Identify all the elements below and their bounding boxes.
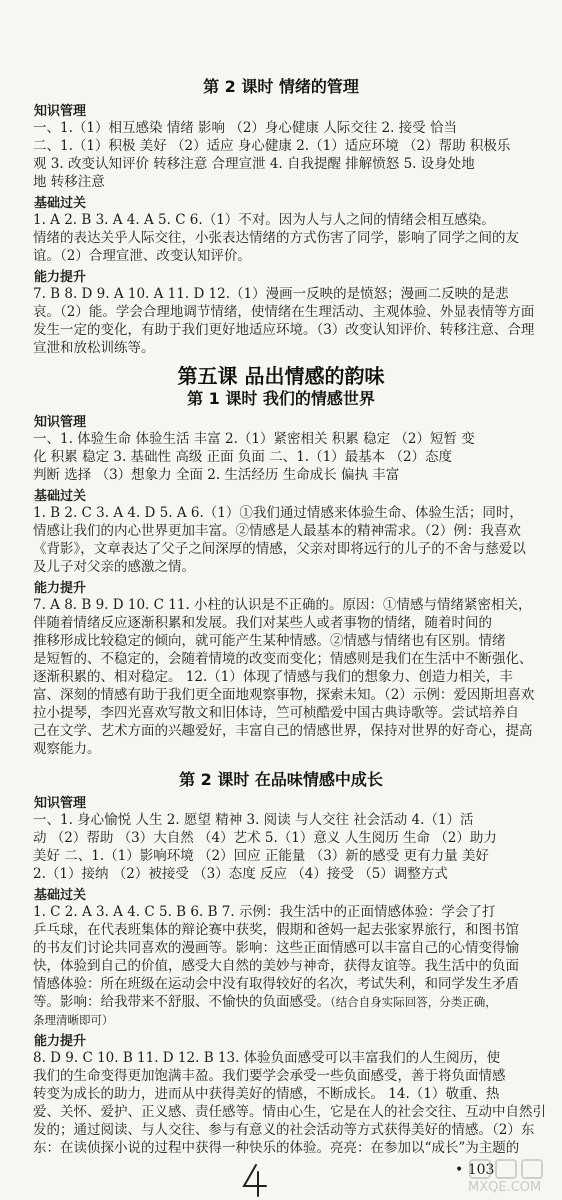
- block-label: 基础过关: [34, 489, 87, 504]
- answer-line: 判断 选择 （3）想象力 全面 2. 生活经历 生命成长 偏执 丰富: [33, 467, 400, 483]
- answer-line: 发生一定的变化，有助于我们更好地适应环境。（3）改变认知评价、转移注意、合理: [33, 322, 535, 338]
- answer-line: 哀。（2）能。学会合理地调节情绪，使情绪在生理活动、主观体验、外显表情等方面: [33, 304, 535, 320]
- answer-line: 一、1. 体验生命 体验生活 丰富 2.（1）紧密相关 积累 稳定 （2）短暂 变: [33, 431, 475, 447]
- answer-line: 推移形成比较稳定的倾向，就可能产生某种情感。②情感与情绪也有区别。情绪: [33, 633, 506, 649]
- answer-line: 快，体验到自己的价值，感受大自然的美妙与神奇，获得友谊等。我生活中的负面: [33, 958, 519, 974]
- answer-line: 8. D 9. C 10. B 11. D 12. B 13. 体验负面感受可以丰富我们的人生阅历，使: [33, 1050, 501, 1066]
- block-label: 知识管理: [34, 104, 87, 119]
- block-label: 基础过关: [34, 888, 87, 903]
- answer-line: 地 转移注意: [33, 174, 105, 190]
- answer-line: 一、1.（1）相互感染 情绪 影响 （2）身心健康 人际交往 2. 接受 恰当: [33, 120, 457, 136]
- answer-line: 己在文学、艺术方面的兴趣爱好，丰富自己的情感世界，保持对世界的好奇心，提高: [33, 723, 533, 739]
- answer-line: 7. B 8. D 9. A 10. A 11. D 12.（1）漫画一反映的是愤怒；漫画二反映的是悲: [33, 286, 509, 302]
- answer-text: 等。影响：给我带来不舒服、不愉快的负面感受。: [33, 994, 330, 1010]
- block-label: 基础过关: [34, 196, 87, 211]
- unit-title: 第五课 品出情感的韵味: [177, 364, 385, 388]
- lesson-title: 第 2 课时 情绪的管理: [203, 77, 359, 96]
- block-label: 知识管理: [34, 796, 87, 811]
- answer-line: 7. A 8. B 9. D 10. C 11. 小柱的认识是不正确的。原因：①情感与情绪紧密相关，: [33, 597, 532, 613]
- lesson-title: 第 1 课时 我们的情感世界: [187, 389, 375, 408]
- answer-line: 化 积累 稳定 3. 基础性 高级 正面 负面 二、1.（1）最基本 （2）态度: [33, 449, 453, 465]
- answer-line: 宣泄和放松训练等。: [33, 340, 155, 356]
- answer-line: 2.（1）接纳 （2）被接受 （3）态度 反应 （4）接受 （5）调整方式: [33, 866, 448, 882]
- answer-line: 1. C 2. A 3. A 4. C 5. B 6. B 7. 示例：我生活中的正面情感体验：学会了打: [33, 904, 496, 920]
- block-label: 能力提升: [34, 1034, 87, 1049]
- answer-line: 爱、关怀、爱护、正义感、责任感等。情由心生，它是在人的社会交往、互动中自然引: [33, 1104, 546, 1120]
- grading-note: （结合自身实际回答，分类正确，: [330, 995, 497, 1009]
- answer-line: 动 （2）帮助 （3）大自然 （4）艺术 5.（1）意义 人生阅历 生命 （2）助力: [33, 830, 497, 846]
- watermark-text: MXQE.COM: [468, 1180, 542, 1195]
- answer-line: 的书友们讨论共同喜欢的漫画等。影响：这些正面情感可以丰富自己的心情变得愉: [33, 940, 519, 956]
- answer-line: 我们的生命变得更加饱满丰盈。我们要学会承受一些负面感受，善于将负面情感: [33, 1068, 506, 1084]
- answer-line: 发的；通过阅读、与人交往、参与有意义的社会活动等方式获得美好的情感。（2）东: [33, 1122, 535, 1138]
- block-label: 能力提升: [34, 581, 87, 596]
- page-number: • 103: [455, 1162, 495, 1178]
- answer-line: 二、1.（1）积极 美好 （2）适应 身心健康 2.（1）适应环境 （2）帮助 积极乐: [33, 138, 511, 154]
- block-label: 知识管理: [34, 415, 87, 430]
- answer-line: 转变为成长的助力，进而从中获得美好的情感，不断成长。 14.（1）敬重、热: [33, 1086, 500, 1102]
- answer-line: 东：在读侦探小说的过程中获得一种快乐的体验。亮亮：在参加以“成长”为主题的: [33, 1140, 520, 1156]
- answer-line: 逐渐积累的、相对稳定。 12.（1）体现了情感与我们的想象力、创造力相关，丰: [33, 669, 513, 685]
- watermark-logo: [468, 1158, 558, 1198]
- answer-line: 美好 二、1.（1）影响环境 （2）回应 正能量 （3）新的感受 更有力量 美好: [33, 848, 489, 864]
- answer-line: 一、1. 身心愉悦 人生 2. 愿望 精神 3. 阅读 与人交往 社会活动 4.（1）活: [33, 812, 474, 828]
- answer-line: [33, 993, 551, 1011]
- lesson-title: 第 2 课时 在品味情感中成长: [179, 770, 383, 789]
- grading-note-continued: 条理清晰即可）: [33, 1013, 114, 1027]
- handwritten-four-mark: [238, 1162, 270, 1198]
- block-label: 能力提升: [34, 270, 87, 285]
- answer-line: 观 3. 改变认知评价 转移注意 合理宣泄 4. 自我提醒 排解愤怒 5. 设身处地: [33, 156, 475, 172]
- answer-line: 及儿子对父亲的感激之情。: [33, 559, 195, 575]
- answer-line: 1. B 2. C 3. A 4. D 5. A 6.（1）①我们通过情感来体验生命、体验生活；同时，: [33, 505, 523, 521]
- answer-line: 情感让我们的内心世界更加丰富。②情感是人最基本的精神需求。（2）例：我喜欢: [33, 523, 521, 539]
- answer-line: 富、深刻的情感有助于我们更全面地观察事物，探索未知。（2）示例：爱因斯坦喜欢: [33, 687, 535, 703]
- answer-line: 1. A 2. B 3. A 4. A 5. C 6.（1）不对。因为人与人之间的情绪会相互感染。: [33, 212, 495, 228]
- answer-line: 伴随着情绪反应逐渐积累和发展。我们对某些人或者事物的情绪，随着时间的: [33, 615, 492, 631]
- watermark-icon: [468, 1158, 558, 1182]
- answer-line: 是短暂的、不稳定的，会随着情境的改变而变化；情感则是我们在生活中不断强化、: [33, 651, 533, 667]
- answer-line: 谊。（2）合理宣泄、改变认知评价。: [33, 248, 251, 264]
- answer-line: 乒乓球，在代表班集体的辩论赛中获奖，假期和爸妈一起去张家界旅行，和图书馆: [33, 922, 519, 938]
- answer-line: 情绪的表达关乎人际交往，小张表达情绪的方式伤害了同学，影响了同学之间的友: [33, 230, 519, 246]
- answer-line: 情感体验：所在班级在运动会中没有取得较好的名次，考试失利，和同学发生矛盾: [33, 976, 519, 992]
- answer-line: 观察能力。: [33, 741, 101, 757]
- answer-line: 拉小提琴，李四光喜欢写散文和旧体诗，竺可桢酷爱中国古典诗歌等。尝试培养自: [33, 705, 519, 721]
- answer-line: 《背影》，文章表达了父子之间深厚的情感，父亲对即将远行的儿子的不舍与慈爱以: [33, 541, 526, 557]
